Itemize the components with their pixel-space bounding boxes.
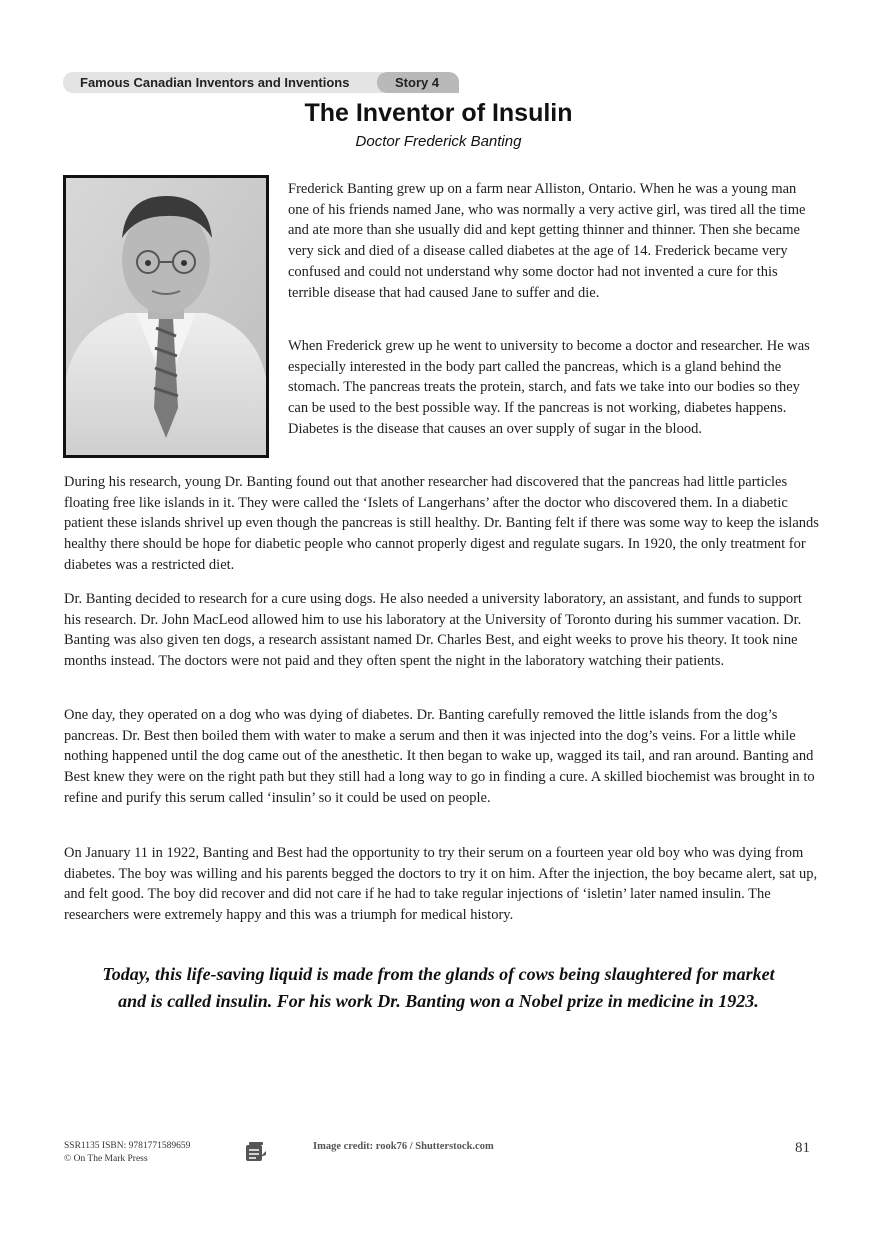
page-number: 81 [795, 1140, 810, 1156]
paragraph-5: One day, they operated on a dog who was dying of diabetes. Dr. Banting carefully removed the little islands from the dog’s pancreas. Dr. Best then boiled them with water to make a serum and then it was injected into the dog’s veins. For a little while nothing happened until the dog came out of the anesthetic. It then began to wake up, wagged its tail, and ran around. Banting and Best knew they were on the right path but they still had a long way to go in finding a cure. A skilled biochemist was brought in to refine and purify this serum called ‘insulin’ so it could be used on people. [64, 707, 815, 806]
footer-publisher-info [64, 1140, 190, 1166]
footer-copyright: © On The Mark Press [64, 1154, 148, 1164]
footer-code: SSR1135 ISBN: 9781771589659 [64, 1141, 191, 1151]
header-bar [63, 72, 459, 93]
paragraph-4: Dr. Banting decided to research for a cure using dogs. He also needed a university laboratory, an assistant, and funds to support his research. Dr. John MacLeod allowed him to use his laboratory at the University of Toronto during his summer vacation. Dr. Banting was also given ten dogs, a research assistant named Dr. Charles Best, and eight weeks to prove his theory. It took nine months instead. The doctors were not paid and they often spent the night in the laboratory watching their patients. [64, 591, 802, 670]
image-credit: Image credit: rook76 / Shutterstock.com [313, 1141, 494, 1152]
paragraph-3: During his research, young Dr. Banting found out that another researcher had discovered that the pancreas had little particles floating free like islands in it. They were called the ‘Islets of Langerhans’ after the doctor who discovered them. In a diabetic patient these islands shrivel up even though the pancreas is still healthy. Dr. Banting felt if there was some way to keep the islands healthy there should be hope for diabetic people who cannot properly digest and regulate sugars. In 1920, the only treatment for diabetes was a restricted diet. [64, 474, 819, 573]
portrait-photo [63, 175, 269, 458]
page-title: The Inventor of Insulin [304, 99, 573, 127]
page-subtitle: Doctor Frederick Banting [355, 133, 522, 150]
publisher-logo-icon [244, 1141, 268, 1163]
paragraph-1: Frederick Banting grew up on a farm near Alliston, Ontario. When he was a young man one of his friends named Jane, who was normally a very active girl, was tired all the time and ate more than she usually did and kept getting thinner and thinner. Then she became very sick and died of a disease called diabetes at the age of 14. Frederick became very confused and could not understand why some doctor had not invented a cure for this terrible disease that had caused Jane to suffer and die. [288, 181, 806, 301]
portrait-illustration [66, 178, 266, 455]
paragraph-2: When Frederick grew up he went to university to become a doctor and researcher. He was especially interested in the body part called the pancreas, which is a gland behind the stomach. The pancreas treats the protein, starch, and fats we take into our bodies so they can be used to the best possible way. If the pancreas is not working, diabetes happens. Diabetes is the disease that causes an over supply of sugar in the blood. [288, 338, 810, 437]
paragraph-6: On January 11 in 1922, Banting and Best had the opportunity to try their serum on a fourteen year old boy who was dying from diabetes. The boy was willing and his parents begged the doctors to try it on him. After the injection, the boy became alert, sat up, and felt good. The boy did recover and did not care if he had to take regular injections of ‘isletin’ later named insulin. The researchers were extremely happy and this was a triumph for medical history. [64, 845, 818, 924]
story-label: Story 4 [377, 72, 459, 93]
series-label: Famous Canadian Inventors and Inventions [63, 72, 383, 93]
closing-statement: Today, this life-saving liquid is made from the glands of cows being slaughtered for market and is called insulin. For his work Dr. Banting won a Nobel prize in medicine in 1923. [102, 964, 775, 1011]
